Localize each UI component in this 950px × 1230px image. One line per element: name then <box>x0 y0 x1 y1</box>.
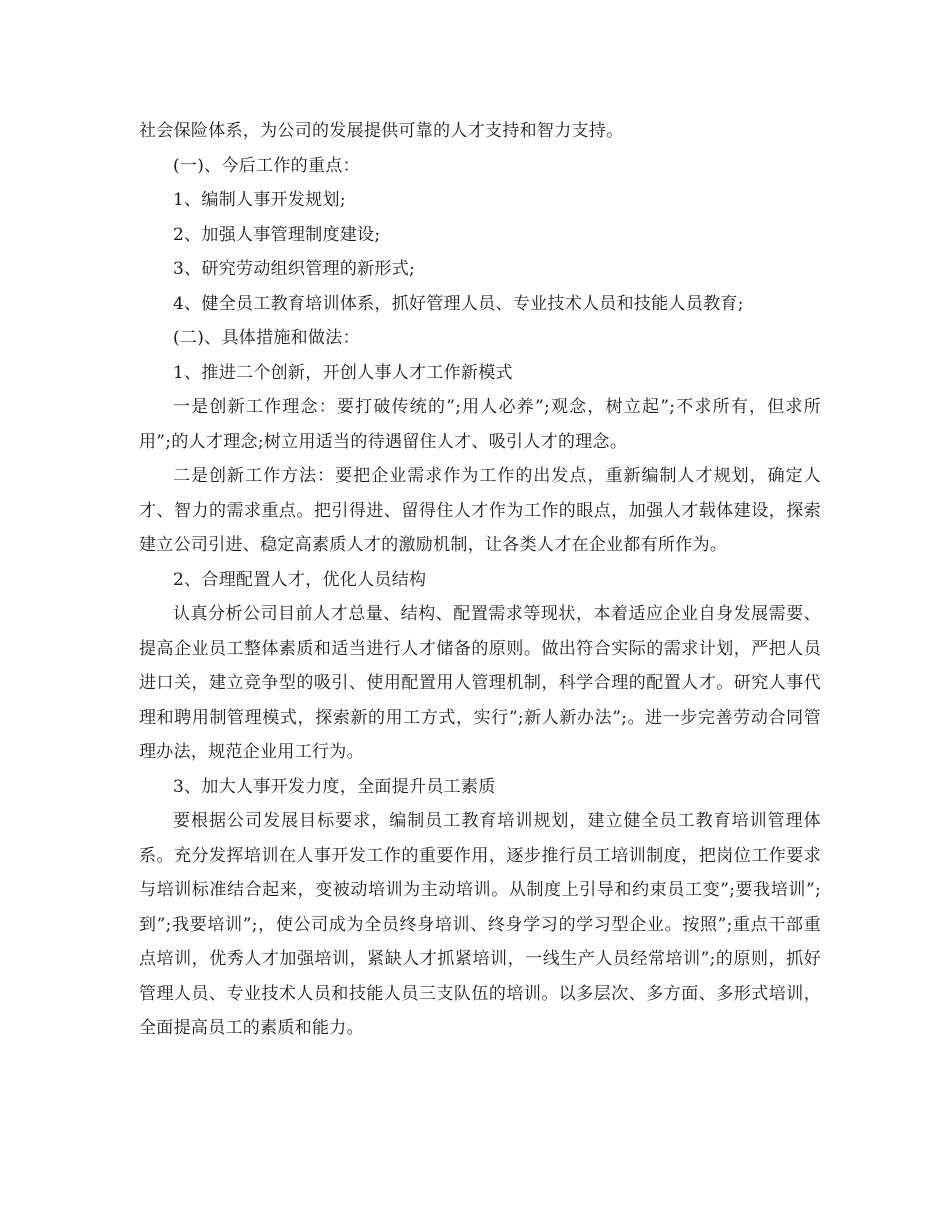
section-heading-measures: (二)、具体措施和做法： <box>173 328 360 348</box>
list-item: 4、健全员工教育培训体系，抓好管理人员、专业技术人员和技能人员教育; <box>173 293 744 314</box>
subheading: 1、推进二个创新，开创人事人才工作新模式 <box>173 362 513 383</box>
subheading: 3、加大人事开发力度，全面提升员工素质 <box>173 776 496 797</box>
list-item: 3、研究劳动组织管理的新形式; <box>173 259 416 279</box>
list-item: 1、编制人事开发规划; <box>173 190 346 210</box>
subheading: 2、合理配置人才，优化人员结构 <box>173 569 427 590</box>
paragraph: 二是创新工作方法：要把企业需求作为工作的出发点，重新编制人才规划，确定人才、智力的需求重点。把引得进、留得住人才作为工作的眼点，加强人才载体建设，探索建立公司引进、稳定高素质人才的激励机制，让各类人才在企业都有所作为。 <box>139 466 821 555</box>
paragraph: 认真分析公司目前人才总量、结构、配置需求等现状，本着适应企业自身发展需要、提高企业员工整体素质和适当进行人才储备的原则。做出符合实际的需求计划，严把人员进口关，建立竞争型的吸引、使用配置用人管理机制，科学合理的配置人才。研究人事代理和聘用制管理模式，探索新的用工方式，实行”;新人新办法”;。进一步完善劳动合同管理办法，规范企业用工行为。 <box>139 604 821 762</box>
paragraph-continuation: 社会保险体系，为公司的发展提供可靠的人才支持和智力支持。 <box>139 121 624 141</box>
paragraph: 要根据公司发展目标要求，编制员工教育培训规划，建立健全员工教育培训管理体系。充分发挥培训在人事开发工作的重要作用，逐步推行员工培训制度，把岗位工作要求与培训标准结合起来，变被动培训为主动培训。从制度上引导和约束员工变”;要我培训”;到”;我要培训”;，使公司成为全员终身培训、终身学习的学习型企业。按照”;重点干部重点培训，优秀人才加强培训，紧缺人才抓紧培训，一线生产人员经常培训”;的原则，抓好管理人员、专业技术人员和技能人员三支队伍的培训。以多层次、多方面、多形式培训，全面提高员工的素质和能力。 <box>139 811 821 1038</box>
section-heading-key-points: (一)、今后工作的重点： <box>173 155 360 176</box>
paragraph: 一是创新工作理念：要打破传统的”;用人必养”;观念，树立起”;不求所有，但求所用”;的人才理念;树立用适当的待遇留住人才、吸引人才的理念。 <box>139 397 821 452</box>
document-body <box>139 114 821 1046</box>
list-item: 2、加强人事管理制度建设; <box>173 224 381 245</box>
